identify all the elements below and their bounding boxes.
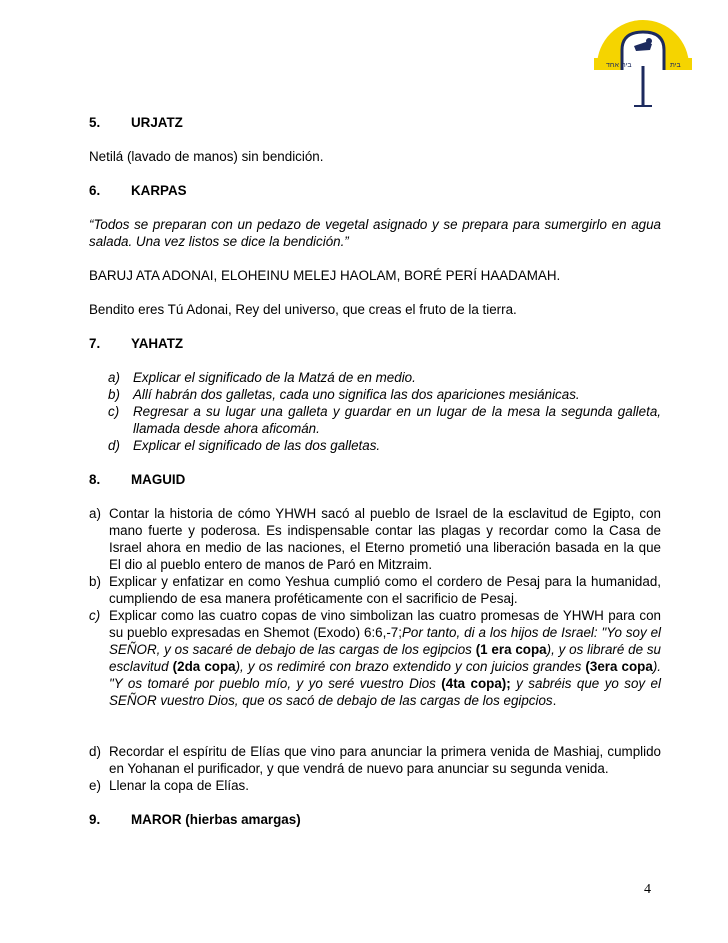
maguid-list [89, 505, 661, 709]
list-item [108, 386, 661, 403]
maguid-list-continued [89, 743, 661, 794]
list-item [108, 437, 661, 454]
karpas-blessing-hebrew: BARUJ ATA ADONAI, ELOHEINU MELEJ HAOLAM, BORÉ PERÍ HAADAMAH. [89, 268, 561, 283]
list-label: d) [89, 744, 101, 759]
section-number: 9. [89, 812, 101, 827]
list-text: Llenar la copa de Elías. [109, 778, 249, 793]
list-label: c) [108, 404, 120, 419]
list-text: Explicar el significado de las dos galletas. [133, 438, 381, 453]
karpas-instruction: “Todos se preparan con un pedazo de vegetal asignado y se prepara para sumergirlo en agua salada. Una vez listos se dice la bendición.” [89, 217, 661, 249]
scripture-quote: ). "Y os tomaré por pueblo mío, y yo seré vuestro Dios [109, 659, 661, 691]
yahatz-list [89, 369, 661, 454]
cup-marker: (1 era copa [471, 642, 547, 657]
section-title: KARPAS [131, 183, 187, 198]
document-body [89, 114, 661, 845]
section-heading-maror [89, 811, 661, 828]
scripture-quote: ), y os libraré de su esclavitud [109, 642, 661, 674]
list-item [108, 403, 661, 437]
list-label: b) [108, 387, 120, 402]
section-title: MAGUID [131, 472, 186, 487]
spacer [89, 709, 661, 743]
list-text [109, 608, 661, 708]
section-title: URJATZ [131, 115, 183, 130]
cup-marker: (2da copa [168, 659, 236, 674]
list-text: Regresar a su lugar una galleta y guardar en un lugar de la mesa la segunda galleta, llamada desde ahora aficomán. [133, 404, 661, 436]
section-title: MAROR (hierbas amargas) [131, 812, 301, 827]
list-label: a) [89, 506, 101, 521]
list-item [89, 777, 661, 794]
page-number: 4 [644, 882, 651, 897]
four-cups-intro: Explicar como las cuatro copas de vino simbolizan las cuatro promesas de YHWH para con su pueblo expresadas en Shemot (Exodo) 6:6,-7; [109, 608, 661, 640]
logo-text: בית אחד [606, 62, 632, 69]
scripture-quote: Por tanto, di a los hijos de Israel: "Yo soy el SEÑOR, y os sacaré de debajo de las cargas de los egipcios [109, 625, 661, 657]
section-title: YAHATZ [131, 336, 184, 351]
section-heading-karpas [89, 182, 661, 199]
end-punctuation: . [552, 693, 557, 708]
list-label: a) [108, 370, 120, 385]
section-heading-yahatz [89, 335, 661, 352]
list-label: b) [89, 574, 101, 589]
list-item [89, 505, 661, 573]
list-text: Explicar y enfatizar en como Yeshua cumplió como el cordero de Pesaj para la humanidad, cumpliendo de esa manera proféticamente con el sacrificio de Pesaj. [109, 574, 661, 606]
section-number: 6. [89, 183, 101, 198]
list-text: Explicar el significado de la Matzá de en medio. [133, 370, 416, 385]
logo-text-right: בית [670, 62, 681, 69]
list-item [89, 743, 661, 777]
list-item [89, 573, 661, 607]
section-heading-maguid [89, 471, 661, 488]
cup-marker: (3era copa [581, 659, 653, 674]
list-text: Recordar el espíritu de Elías que vino para anunciar la primera venida de Mashiaj, cumplido en Yohanan el purificador, y que vendrá de nuevo para anunciar su segunda venida. [109, 744, 661, 776]
list-label: c) [89, 608, 101, 623]
section-heading-urjatz [89, 114, 661, 131]
list-item [108, 369, 661, 386]
list-label: e) [89, 778, 101, 793]
beit-ajad-logo [588, 10, 698, 110]
list-text: Allí habrán dos galletas, cada uno significa las dos apariciones mesiánicas. [133, 387, 580, 402]
scripture-quote: y sabréis que yo soy el SEÑOR vuestro Dios, que os sacó de debajo de las cargas de los egipcios [109, 676, 661, 708]
scripture-quote: ), y os redimiré con brazo extendido y con juicios grandes [235, 659, 582, 674]
list-text: Contar la historia de cómo YHWH sacó al pueblo de Israel de la esclavitud de Egipto, con mano fuerte y poderosa. Es indispensable contar las plagas y recordar como la Casa de Israel ahora en medio de las naciones, el Eterno prometió una liberación basada en la que El dio al pueblo entero de manos de Paró en Mitzraim. [109, 506, 661, 572]
cup-marker: (4ta copa); [435, 676, 511, 691]
list-label: d) [108, 438, 120, 453]
section-number: 5. [89, 115, 101, 130]
karpas-blessing-translation: Bendito eres Tú Adonai, Rey del universo, que creas el fruto de la tierra. [89, 302, 517, 317]
list-item [89, 607, 661, 709]
urjatz-text: Netilá (lavado de manos) sin bendición. [89, 149, 324, 164]
section-number: 7. [89, 336, 101, 351]
section-number: 8. [89, 472, 101, 487]
